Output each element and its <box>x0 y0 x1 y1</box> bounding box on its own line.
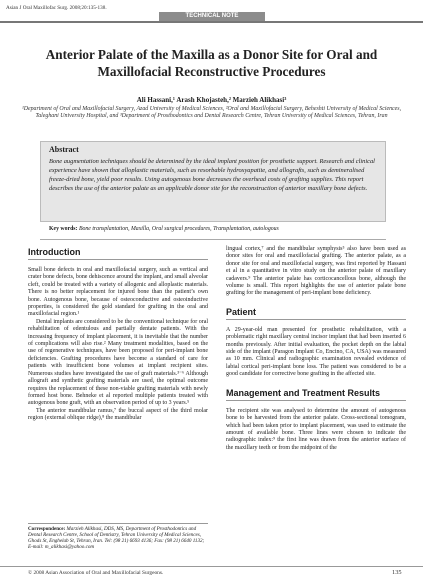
right-column <box>226 246 406 452</box>
section-tab: TECHNICAL NOTE <box>159 12 265 21</box>
author-list: Ali Hassani,¹ Arash Khojasteh,² Marzieh Alikhasi³ <box>136 96 287 104</box>
patient-heading: Patient <box>226 307 406 320</box>
keywords-line <box>49 226 389 233</box>
abstract-box <box>40 141 386 222</box>
journal-reference: Asian J Oral Maxillofac Surg. 2008;20:135-138. <box>6 5 107 11</box>
introduction-paragraph-1: Small bone defects in oral and maxillofacial surgery, such as vertical and crater bone defects, bone dehiscence around the implant, and small alveolar cleft, could be treated with a variety of allogenic and alloplastic materials. There is no better replacement for injured bone than the patient’s own bone. Autogenous bone, because of osteoconductive and osteoinductive properties, is considered the gold standard for grafting in the oral and maxillofacial region.¹ <box>28 267 208 318</box>
patient-paragraph: A 29-year-old man presented for prosthetic rehabilitation, with a problematic right maxillary central incisor implant that had been inserted 6 months previously. After initial evaluation, the pocket depth on the labial side of the implant (Paragon Implant Co, Encino, CA, USA) was measured as 10 mm. Clinical and radiographic examination revealed evidence of labial cortical peri-implant bone loss. The patient was considered to be a good candidate for corrective bone grafting in the affected site. <box>226 326 406 378</box>
header-rule <box>0 21 423 23</box>
management-heading: Management and Treatment Results <box>226 388 406 401</box>
management-paragraph: The recipient site was analysed to determine the amount of autogenous bone to be harvested from the anterior palate. Cross-sectional tomogram, which had been taken prior to implant placement, was used to estimate the amount of available bone. Three lines were chosen to indicate the radiographic index:⁹ the first line was drawn from the anterior surface of the maxillary teeth or from the midpoint of the <box>226 407 406 451</box>
article-title: Anterior Palate of the Maxilla as a Donor Site for Oral and Maxillofacial Reconstructive Procedures <box>45 47 378 79</box>
abstract-text: Bone augmentation techniques should be determined by the ideal implant position for prosthetic support. Research and clinical experience have shown that alloplastic materials, such as resorbable hydroxyapatite, and allografts, such as demineralised freeze-dried bone, yield poor results. Using autogenous bone decreases the overhead costs of grafting supplies. This report describes the use of the anterior palate as an applicable donor site for the reconstruction of anterior maxillary bone defects. <box>49 158 375 192</box>
keywords-rule <box>40 239 386 240</box>
introduction-paragraph-2: Dental implants are considered to be the conventional technique for oral rehabilitation of edentulous and partially dentate patients. With the increasing frequency of implant placement, it is inevitable that the number of complications will also rise.² Many treatment modalities, based on the use of regenerative techniques, have been proposed for peri-implant bone deficiencies. Grafting procedures have become a standard of care for patients with insufficient bone volumes at implant recipient sites. Numerous studies have investigated the use of graft materials.³⁻⁶ Although allograft and synthetic grafting materials are used, the optimal outcome requires the replacement of these non-viable grafting materials with newly formed host bone. Behneke et al reported multiple patients treated with autogenous bone graft, with an observation period of up to 3 years.⁵ <box>28 318 208 407</box>
keywords-text: Bone transplantation, Maxilla, Oral surgical procedures, Transplantation, autologous <box>78 226 279 232</box>
left-column <box>28 247 208 423</box>
correspondence-footnote <box>28 523 208 550</box>
introduction-paragraph-3: The anterior mandibular ramus,⁷ the buccal aspect of the third molar region (external oblique ridge),⁸ the mandibular <box>28 407 208 422</box>
introduction-heading: Introduction <box>28 247 208 260</box>
copyright-notice: © 2008 Asian Association of Oral and Maxillofacial Surgeons. <box>28 570 164 576</box>
introduction-paragraph-4: lingual cortex,⁷ and the mandibular symphysis⁵ also have been used as donor sites for oral and maxillofacial grafting. The anterior palate, as a donor site for oral and maxillofacial surgery, was first reported by Hassani et al in a quantitative in vitro study on the anterior palate of maxillary cadavers.⁹ The anterior palate has corticocancellous bone, although the volume is small. This report highlights the use of anterior palate bone grafting for the management of peri-implant bone deficiency. <box>226 246 406 297</box>
correspondence-text: Marzieh Alikhasi, DDS, MS, Department of Prosthodontics and Dental Research Centre, School of Dentistry, Tehran University of Medical Sciences, Ghods St, Enghelab St, Tehran, Iran. Tel: (98 21) 6693 4136; Fax: (98 21) 6640 1132; E-mail: m_alikhasi@yahoo.com <box>28 526 205 551</box>
correspondence-label: Correspondence: <box>28 526 66 532</box>
footer-rule <box>0 566 423 567</box>
keywords-label: Key words: <box>49 226 78 232</box>
author-affiliations: ¹Department of Oral and Maxillofacial Surgery, Azad University of Medical Sciences, ²Oral and Maxillofacial Surgery, Beheshti University of Medical Sciences, Taleghani University Hospital, and ³Department of Prosthodontics and Dental Research Centre, Tehran University of Medical Sciences, Tehran, Iran <box>21 106 402 120</box>
page-number: 135 <box>392 569 402 576</box>
abstract-heading: Abstract <box>49 145 79 154</box>
